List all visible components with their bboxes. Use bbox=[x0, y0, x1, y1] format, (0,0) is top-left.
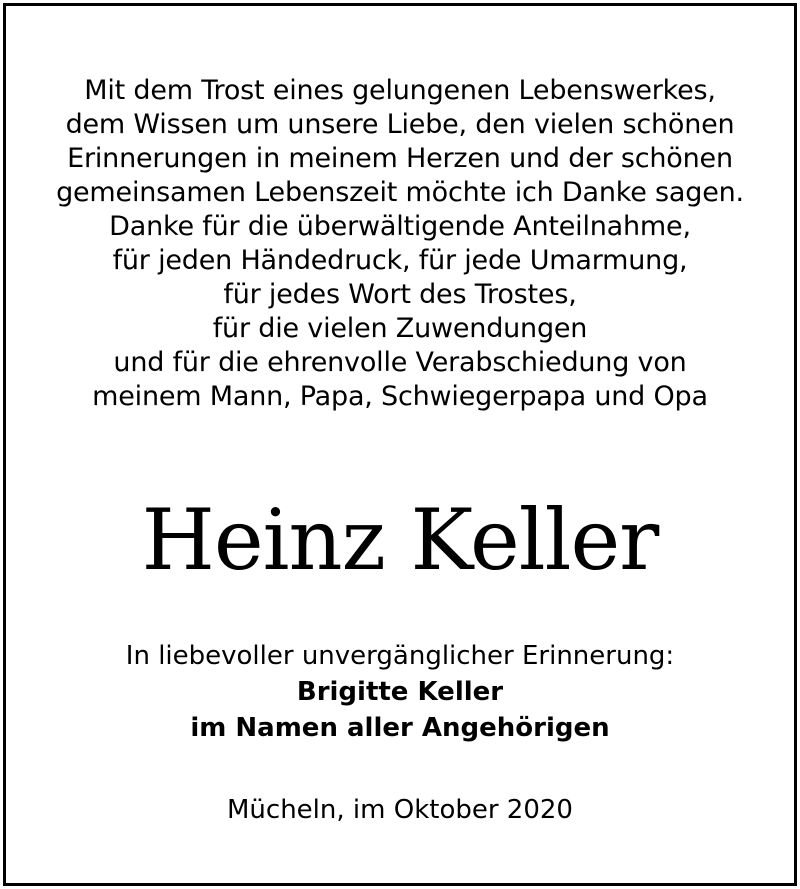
thank-you-line: für die vielen Zuwendungen bbox=[212, 313, 588, 344]
closing-block bbox=[6, 638, 794, 746]
thank-you-line: für jeden Händedruck, für jede Umarmung, bbox=[112, 245, 688, 276]
on-behalf-line: im Namen aller Angehörigen bbox=[190, 713, 610, 743]
thank-you-line: und für die ehrenvolle Verabschiedung von bbox=[113, 347, 687, 378]
thank-you-line: meinem Mann, Papa, Schwiegerpapa und Opa bbox=[92, 381, 708, 412]
thank-you-text bbox=[6, 74, 794, 414]
thank-you-line: dem Wissen um unsere Liebe, den vielen schönen bbox=[65, 109, 735, 140]
remembrance-line: In liebevoller unvergänglicher Erinnerung: bbox=[125, 641, 675, 671]
thank-you-line: gemeinsamen Lebenszeit möchte ich Danke sagen. bbox=[56, 177, 744, 208]
thank-you-line: Mit dem Trost eines gelungenen Lebenswerkes, bbox=[84, 75, 716, 106]
signatory-name: Brigitte Keller bbox=[296, 677, 504, 707]
place-date: Mücheln, im Oktober 2020 bbox=[227, 795, 573, 825]
deceased-name: Heinz Keller bbox=[141, 491, 659, 589]
obituary-notice bbox=[3, 3, 797, 886]
thank-you-line: für jedes Wort des Trostes, bbox=[223, 279, 577, 310]
thank-you-line: Danke für die überwältigende Anteilnahme, bbox=[109, 211, 691, 242]
thank-you-line: Erinnerungen in meinem Herzen und der schönen bbox=[67, 143, 733, 174]
